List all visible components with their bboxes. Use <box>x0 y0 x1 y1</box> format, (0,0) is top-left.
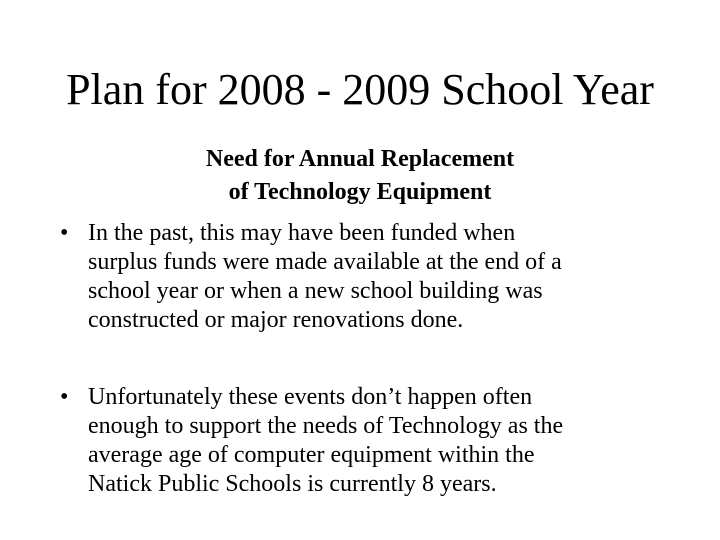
bullet-line: average age of computer equipment within the <box>88 442 535 468</box>
bullet-line: In the past, this may have been funded when <box>88 220 516 246</box>
bullet-line: Unfortunately these events don’t happen often <box>88 384 533 410</box>
bullet-line: Natick Public Schools is currently 8 years. <box>88 471 497 497</box>
bullet-dot-icon: • <box>60 220 69 246</box>
bullet-text <box>88 383 680 499</box>
slide-title: Plan for 2008 - 2009 School Year <box>66 65 654 114</box>
bullet-line: constructed or major renovations done. <box>88 307 464 333</box>
slide-subtitle <box>0 143 720 209</box>
bullet-line: school year or when a new school building was <box>88 278 543 304</box>
bullet-item <box>60 219 680 335</box>
bullet-line: surplus funds were made available at the end of a <box>88 249 562 275</box>
subtitle-line: Need for Annual Replacement <box>205 146 515 172</box>
bullet-dot-icon: • <box>60 384 69 410</box>
bullet-text <box>88 219 680 335</box>
bullet-item <box>60 383 680 499</box>
subtitle-line: of Technology Equipment <box>228 179 492 205</box>
bullet-line: enough to support the needs of Technology as the <box>88 413 564 439</box>
